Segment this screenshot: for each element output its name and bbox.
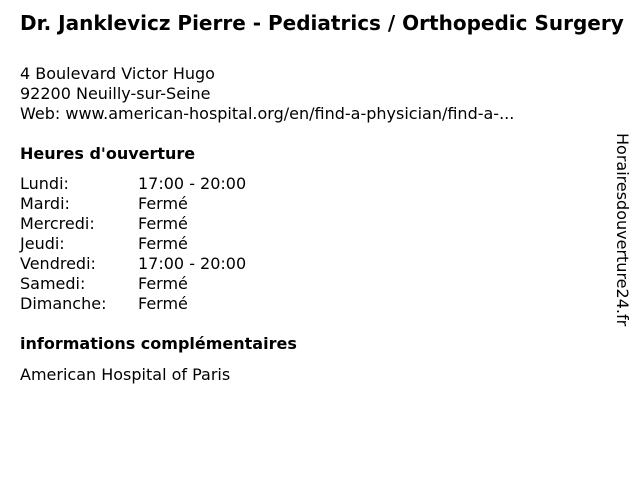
day-label: Dimanche: bbox=[20, 294, 107, 313]
hours-value: Fermé bbox=[138, 274, 188, 293]
day-label: Samedi: bbox=[20, 274, 86, 293]
additional-info-text: American Hospital of Paris bbox=[20, 365, 231, 384]
day-label: Mardi: bbox=[20, 194, 70, 213]
day-label: Lundi: bbox=[20, 174, 69, 193]
city-postal-code: 92200 Neuilly-sur-Seine bbox=[20, 84, 211, 103]
hours-value: 17:00 - 20:00 bbox=[138, 254, 247, 273]
page-title: Dr. Janklevicz Pierre - Pediatrics / Orthopedic Surgery bbox=[20, 11, 624, 35]
address-block bbox=[20, 64, 514, 124]
opening-hours-heading: Heures d'ouverture bbox=[20, 144, 196, 163]
day-label: Mercredi: bbox=[20, 214, 95, 233]
day-label: Jeudi: bbox=[20, 234, 65, 253]
hours-value: Fermé bbox=[138, 294, 188, 313]
street-address: 4 Boulevard Victor Hugo bbox=[20, 64, 215, 83]
day-label: Vendredi: bbox=[20, 254, 96, 273]
site-watermark: Horairesdouverture24.fr bbox=[613, 133, 632, 327]
additional-info-heading: informations complémentaires bbox=[20, 334, 297, 353]
hours-value: Fermé bbox=[138, 234, 188, 253]
hours-value: 17:00 - 20:00 bbox=[138, 174, 247, 193]
web-link[interactable]: Web: www.american-hospital.org/en/find-a-physician/find-a-... bbox=[20, 104, 515, 123]
hours-value: Fermé bbox=[138, 194, 188, 213]
hours-value: Fermé bbox=[138, 214, 188, 233]
